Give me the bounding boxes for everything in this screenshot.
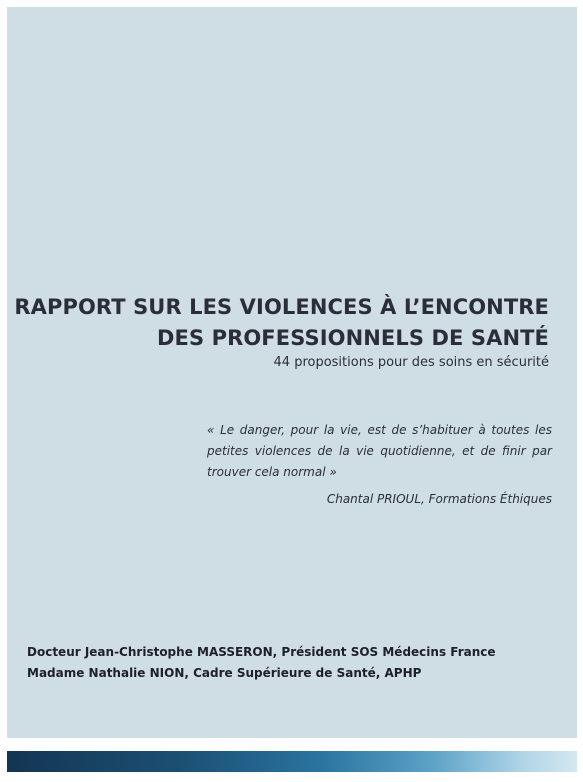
report-title-line-1: RAPPORT SUR LES VIOLENCES À L’ENCONTRE bbox=[14, 295, 549, 319]
cover-panel bbox=[7, 7, 577, 738]
quote-text: « Le danger, pour la vie, est de s’habituer à toutes les petites violences de la vie quotidienne, et de finir par trouver cela normal » bbox=[207, 423, 552, 479]
epigraph-quote bbox=[207, 420, 552, 508]
authors-block bbox=[27, 642, 572, 684]
author-line-1: Docteur Jean-Christophe MASSERON, Président SOS Médecins France bbox=[27, 645, 496, 659]
author-line-2: Madame Nathalie NION, Cadre Supérieure de Santé, APHP bbox=[27, 666, 422, 680]
quote-author: Chantal PRIOUL, Formations Éthiques bbox=[326, 492, 552, 506]
report-subtitle: 44 propositions pour des soins en sécurité bbox=[273, 355, 549, 370]
report-title-line-2: DES PROFESSIONNELS DE SANTÉ bbox=[156, 326, 549, 350]
title-block bbox=[9, 292, 549, 371]
footer-gradient-bar bbox=[7, 751, 577, 772]
